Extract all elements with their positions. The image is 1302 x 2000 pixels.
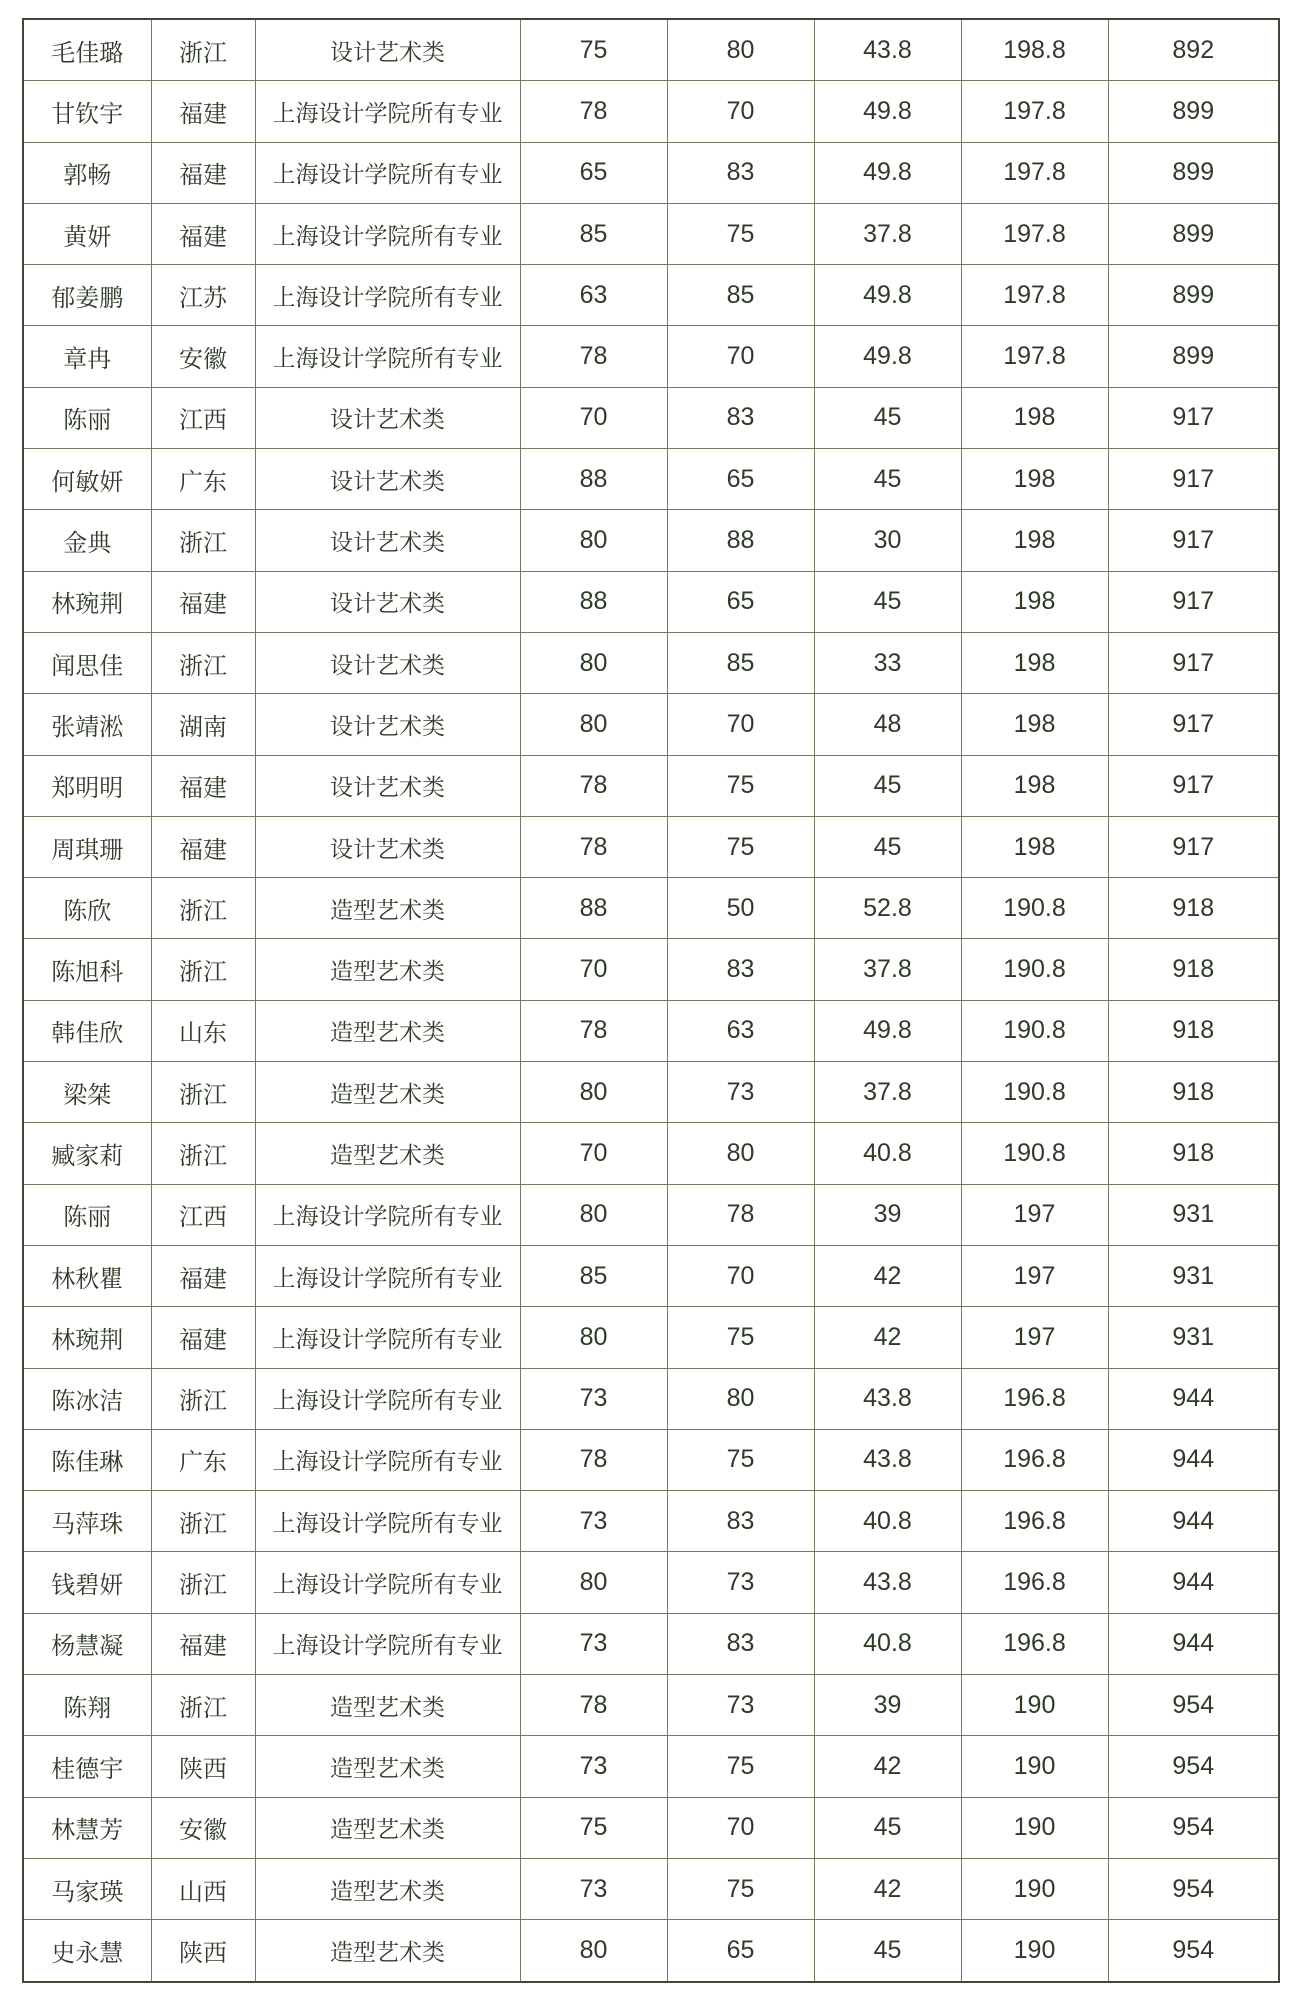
score2-cell: 88 bbox=[667, 510, 814, 571]
rank-cell: 944 bbox=[1108, 1429, 1279, 1490]
score2-cell: 85 bbox=[667, 265, 814, 326]
major-cell: 设计艺术类 bbox=[255, 755, 520, 816]
score3-cell: 30 bbox=[814, 510, 961, 571]
score1-cell: 78 bbox=[520, 1675, 667, 1736]
major-cell: 造型艺术类 bbox=[255, 1675, 520, 1736]
name-cell: 甘钦宇 bbox=[23, 81, 151, 142]
table-row bbox=[23, 939, 1279, 1000]
name-cell: 陈丽 bbox=[23, 387, 151, 448]
province-cell: 湖南 bbox=[151, 694, 255, 755]
total-cell: 198 bbox=[961, 694, 1108, 755]
score3-cell: 39 bbox=[814, 1184, 961, 1245]
province-cell: 福建 bbox=[151, 203, 255, 264]
total-cell: 197.8 bbox=[961, 81, 1108, 142]
score2-cell: 83 bbox=[667, 1613, 814, 1674]
table-row bbox=[23, 1552, 1279, 1613]
score3-cell: 40.8 bbox=[814, 1613, 961, 1674]
name-cell: 钱碧妍 bbox=[23, 1552, 151, 1613]
score1-cell: 80 bbox=[520, 1062, 667, 1123]
rank-cell: 944 bbox=[1108, 1552, 1279, 1613]
rank-cell: 917 bbox=[1108, 816, 1279, 877]
province-cell: 浙江 bbox=[151, 1062, 255, 1123]
total-cell: 197.8 bbox=[961, 326, 1108, 387]
table-row bbox=[23, 1797, 1279, 1858]
score2-cell: 83 bbox=[667, 939, 814, 1000]
province-cell: 江苏 bbox=[151, 265, 255, 326]
total-cell: 190 bbox=[961, 1858, 1108, 1919]
rank-cell: 892 bbox=[1108, 19, 1279, 81]
score1-cell: 80 bbox=[520, 694, 667, 755]
score3-cell: 42 bbox=[814, 1245, 961, 1306]
score3-cell: 45 bbox=[814, 387, 961, 448]
table-row bbox=[23, 203, 1279, 264]
name-cell: 林琬荆 bbox=[23, 571, 151, 632]
rank-cell: 918 bbox=[1108, 1000, 1279, 1061]
score1-cell: 88 bbox=[520, 878, 667, 939]
total-cell: 190 bbox=[961, 1797, 1108, 1858]
major-cell: 上海设计学院所有专业 bbox=[255, 203, 520, 264]
province-cell: 安徽 bbox=[151, 326, 255, 387]
name-cell: 张靖淞 bbox=[23, 694, 151, 755]
province-cell: 山东 bbox=[151, 1000, 255, 1061]
table-row bbox=[23, 142, 1279, 203]
province-cell: 福建 bbox=[151, 571, 255, 632]
rank-cell: 931 bbox=[1108, 1245, 1279, 1306]
score1-cell: 73 bbox=[520, 1368, 667, 1429]
rank-cell: 917 bbox=[1108, 632, 1279, 693]
total-cell: 197.8 bbox=[961, 203, 1108, 264]
score3-cell: 37.8 bbox=[814, 203, 961, 264]
rank-cell: 899 bbox=[1108, 326, 1279, 387]
major-cell: 造型艺术类 bbox=[255, 1920, 520, 1982]
table-row bbox=[23, 632, 1279, 693]
score2-cell: 75 bbox=[667, 1429, 814, 1490]
total-cell: 196.8 bbox=[961, 1613, 1108, 1674]
total-cell: 190.8 bbox=[961, 1000, 1108, 1061]
table-row bbox=[23, 1062, 1279, 1123]
rank-cell: 954 bbox=[1108, 1675, 1279, 1736]
province-cell: 浙江 bbox=[151, 939, 255, 1000]
score3-cell: 49.8 bbox=[814, 81, 961, 142]
province-cell: 浙江 bbox=[151, 19, 255, 81]
major-cell: 上海设计学院所有专业 bbox=[255, 81, 520, 142]
rank-cell: 918 bbox=[1108, 1062, 1279, 1123]
province-cell: 浙江 bbox=[151, 1491, 255, 1552]
score2-cell: 70 bbox=[667, 1797, 814, 1858]
score1-cell: 80 bbox=[520, 510, 667, 571]
table-row bbox=[23, 755, 1279, 816]
province-cell: 福建 bbox=[151, 816, 255, 877]
province-cell: 浙江 bbox=[151, 1675, 255, 1736]
total-cell: 198 bbox=[961, 816, 1108, 877]
score1-cell: 80 bbox=[520, 1552, 667, 1613]
rank-cell: 917 bbox=[1108, 387, 1279, 448]
total-cell: 198 bbox=[961, 571, 1108, 632]
name-cell: 闻思佳 bbox=[23, 632, 151, 693]
rank-cell: 954 bbox=[1108, 1920, 1279, 1982]
total-cell: 198 bbox=[961, 632, 1108, 693]
total-cell: 198.8 bbox=[961, 19, 1108, 81]
major-cell: 设计艺术类 bbox=[255, 387, 520, 448]
score3-cell: 42 bbox=[814, 1736, 961, 1797]
table-row bbox=[23, 265, 1279, 326]
score1-cell: 70 bbox=[520, 387, 667, 448]
table-row bbox=[23, 571, 1279, 632]
score2-cell: 75 bbox=[667, 1736, 814, 1797]
total-cell: 197.8 bbox=[961, 265, 1108, 326]
name-cell: 梁桀 bbox=[23, 1062, 151, 1123]
major-cell: 设计艺术类 bbox=[255, 449, 520, 510]
major-cell: 上海设计学院所有专业 bbox=[255, 1429, 520, 1490]
total-cell: 198 bbox=[961, 510, 1108, 571]
score1-cell: 78 bbox=[520, 1000, 667, 1061]
name-cell: 陈冰洁 bbox=[23, 1368, 151, 1429]
total-cell: 190 bbox=[961, 1675, 1108, 1736]
score2-cell: 73 bbox=[667, 1062, 814, 1123]
score1-cell: 73 bbox=[520, 1736, 667, 1797]
rank-cell: 917 bbox=[1108, 571, 1279, 632]
total-cell: 197 bbox=[961, 1307, 1108, 1368]
score1-cell: 80 bbox=[520, 1307, 667, 1368]
score2-cell: 83 bbox=[667, 387, 814, 448]
major-cell: 造型艺术类 bbox=[255, 1858, 520, 1919]
major-cell: 上海设计学院所有专业 bbox=[255, 1184, 520, 1245]
rank-cell: 899 bbox=[1108, 203, 1279, 264]
province-cell: 江西 bbox=[151, 1184, 255, 1245]
score3-cell: 43.8 bbox=[814, 1552, 961, 1613]
major-cell: 上海设计学院所有专业 bbox=[255, 1307, 520, 1368]
score2-cell: 65 bbox=[667, 449, 814, 510]
total-cell: 197 bbox=[961, 1184, 1108, 1245]
total-cell: 190 bbox=[961, 1920, 1108, 1982]
score3-cell: 43.8 bbox=[814, 1429, 961, 1490]
score2-cell: 80 bbox=[667, 1368, 814, 1429]
score-table bbox=[22, 18, 1280, 1983]
table-row bbox=[23, 1736, 1279, 1797]
score1-cell: 78 bbox=[520, 326, 667, 387]
major-cell: 上海设计学院所有专业 bbox=[255, 1552, 520, 1613]
name-cell: 章冉 bbox=[23, 326, 151, 387]
name-cell: 史永慧 bbox=[23, 1920, 151, 1982]
score1-cell: 88 bbox=[520, 449, 667, 510]
major-cell: 上海设计学院所有专业 bbox=[255, 1491, 520, 1552]
table-row bbox=[23, 1307, 1279, 1368]
table-row bbox=[23, 1613, 1279, 1674]
name-cell: 郑明明 bbox=[23, 755, 151, 816]
name-cell: 黄妍 bbox=[23, 203, 151, 264]
score2-cell: 63 bbox=[667, 1000, 814, 1061]
name-cell: 陈旭科 bbox=[23, 939, 151, 1000]
province-cell: 江西 bbox=[151, 387, 255, 448]
score1-cell: 78 bbox=[520, 1429, 667, 1490]
name-cell: 何敏妍 bbox=[23, 449, 151, 510]
score3-cell: 45 bbox=[814, 1920, 961, 1982]
name-cell: 马萍珠 bbox=[23, 1491, 151, 1552]
score3-cell: 39 bbox=[814, 1675, 961, 1736]
province-cell: 福建 bbox=[151, 1307, 255, 1368]
score1-cell: 85 bbox=[520, 1245, 667, 1306]
table-row bbox=[23, 1491, 1279, 1552]
score2-cell: 50 bbox=[667, 878, 814, 939]
table-row bbox=[23, 1675, 1279, 1736]
score3-cell: 49.8 bbox=[814, 142, 961, 203]
major-cell: 设计艺术类 bbox=[255, 694, 520, 755]
total-cell: 190 bbox=[961, 1736, 1108, 1797]
name-cell: 郭畅 bbox=[23, 142, 151, 203]
table-row bbox=[23, 387, 1279, 448]
score2-cell: 70 bbox=[667, 326, 814, 387]
table-body bbox=[23, 19, 1279, 1982]
major-cell: 设计艺术类 bbox=[255, 632, 520, 693]
score1-cell: 88 bbox=[520, 571, 667, 632]
table-row bbox=[23, 449, 1279, 510]
score2-cell: 75 bbox=[667, 1858, 814, 1919]
score2-cell: 75 bbox=[667, 1307, 814, 1368]
score1-cell: 73 bbox=[520, 1858, 667, 1919]
name-cell: 毛佳璐 bbox=[23, 19, 151, 81]
table-row bbox=[23, 694, 1279, 755]
total-cell: 190.8 bbox=[961, 1062, 1108, 1123]
score3-cell: 43.8 bbox=[814, 1368, 961, 1429]
rank-cell: 917 bbox=[1108, 510, 1279, 571]
name-cell: 马家瑛 bbox=[23, 1858, 151, 1919]
score3-cell: 45 bbox=[814, 449, 961, 510]
province-cell: 浙江 bbox=[151, 878, 255, 939]
score3-cell: 37.8 bbox=[814, 939, 961, 1000]
province-cell: 福建 bbox=[151, 1245, 255, 1306]
total-cell: 196.8 bbox=[961, 1552, 1108, 1613]
score2-cell: 80 bbox=[667, 19, 814, 81]
major-cell: 造型艺术类 bbox=[255, 1736, 520, 1797]
table-row bbox=[23, 878, 1279, 939]
score1-cell: 73 bbox=[520, 1491, 667, 1552]
score2-cell: 75 bbox=[667, 755, 814, 816]
province-cell: 浙江 bbox=[151, 1368, 255, 1429]
province-cell: 福建 bbox=[151, 81, 255, 142]
name-cell: 郁姜鹏 bbox=[23, 265, 151, 326]
name-cell: 周琪珊 bbox=[23, 816, 151, 877]
score3-cell: 42 bbox=[814, 1858, 961, 1919]
rank-cell: 918 bbox=[1108, 878, 1279, 939]
major-cell: 上海设计学院所有专业 bbox=[255, 1368, 520, 1429]
total-cell: 190.8 bbox=[961, 1123, 1108, 1184]
major-cell: 上海设计学院所有专业 bbox=[255, 1613, 520, 1674]
score3-cell: 45 bbox=[814, 755, 961, 816]
total-cell: 197.8 bbox=[961, 142, 1108, 203]
major-cell: 设计艺术类 bbox=[255, 816, 520, 877]
major-cell: 设计艺术类 bbox=[255, 571, 520, 632]
major-cell: 上海设计学院所有专业 bbox=[255, 265, 520, 326]
province-cell: 福建 bbox=[151, 1613, 255, 1674]
score3-cell: 37.8 bbox=[814, 1062, 961, 1123]
score1-cell: 75 bbox=[520, 1797, 667, 1858]
name-cell: 陈丽 bbox=[23, 1184, 151, 1245]
province-cell: 福建 bbox=[151, 142, 255, 203]
score2-cell: 73 bbox=[667, 1552, 814, 1613]
major-cell: 造型艺术类 bbox=[255, 1062, 520, 1123]
score1-cell: 80 bbox=[520, 1920, 667, 1982]
province-cell: 广东 bbox=[151, 449, 255, 510]
rank-cell: 944 bbox=[1108, 1613, 1279, 1674]
name-cell: 陈翔 bbox=[23, 1675, 151, 1736]
score3-cell: 49.8 bbox=[814, 326, 961, 387]
score1-cell: 70 bbox=[520, 939, 667, 1000]
rank-cell: 899 bbox=[1108, 265, 1279, 326]
major-cell: 上海设计学院所有专业 bbox=[255, 142, 520, 203]
table-row bbox=[23, 1184, 1279, 1245]
province-cell: 陕西 bbox=[151, 1920, 255, 1982]
total-cell: 198 bbox=[961, 387, 1108, 448]
score2-cell: 75 bbox=[667, 203, 814, 264]
score2-cell: 80 bbox=[667, 1123, 814, 1184]
rank-cell: 954 bbox=[1108, 1858, 1279, 1919]
rank-cell: 918 bbox=[1108, 939, 1279, 1000]
total-cell: 196.8 bbox=[961, 1491, 1108, 1552]
table-row bbox=[23, 1123, 1279, 1184]
score2-cell: 83 bbox=[667, 1491, 814, 1552]
table-row bbox=[23, 81, 1279, 142]
rank-cell: 944 bbox=[1108, 1368, 1279, 1429]
score3-cell: 48 bbox=[814, 694, 961, 755]
score2-cell: 78 bbox=[667, 1184, 814, 1245]
rank-cell: 899 bbox=[1108, 142, 1279, 203]
name-cell: 桂德宇 bbox=[23, 1736, 151, 1797]
province-cell: 浙江 bbox=[151, 632, 255, 693]
total-cell: 198 bbox=[961, 449, 1108, 510]
rank-cell: 954 bbox=[1108, 1797, 1279, 1858]
score3-cell: 43.8 bbox=[814, 19, 961, 81]
score3-cell: 40.8 bbox=[814, 1123, 961, 1184]
table-row bbox=[23, 510, 1279, 571]
score3-cell: 49.8 bbox=[814, 265, 961, 326]
score3-cell: 45 bbox=[814, 816, 961, 877]
score1-cell: 80 bbox=[520, 632, 667, 693]
total-cell: 198 bbox=[961, 755, 1108, 816]
province-cell: 浙江 bbox=[151, 1552, 255, 1613]
table-row bbox=[23, 1245, 1279, 1306]
score1-cell: 73 bbox=[520, 1613, 667, 1674]
table-row bbox=[23, 1858, 1279, 1919]
major-cell: 造型艺术类 bbox=[255, 939, 520, 1000]
province-cell: 福建 bbox=[151, 755, 255, 816]
total-cell: 196.8 bbox=[961, 1429, 1108, 1490]
rank-cell: 944 bbox=[1108, 1491, 1279, 1552]
province-cell: 广东 bbox=[151, 1429, 255, 1490]
major-cell: 设计艺术类 bbox=[255, 19, 520, 81]
score1-cell: 78 bbox=[520, 81, 667, 142]
score2-cell: 70 bbox=[667, 1245, 814, 1306]
major-cell: 设计艺术类 bbox=[255, 510, 520, 571]
table-row bbox=[23, 816, 1279, 877]
total-cell: 196.8 bbox=[961, 1368, 1108, 1429]
province-cell: 陕西 bbox=[151, 1736, 255, 1797]
score1-cell: 75 bbox=[520, 19, 667, 81]
score2-cell: 83 bbox=[667, 142, 814, 203]
major-cell: 造型艺术类 bbox=[255, 878, 520, 939]
score2-cell: 85 bbox=[667, 632, 814, 693]
rank-cell: 917 bbox=[1108, 755, 1279, 816]
major-cell: 造型艺术类 bbox=[255, 1123, 520, 1184]
score3-cell: 52.8 bbox=[814, 878, 961, 939]
major-cell: 上海设计学院所有专业 bbox=[255, 326, 520, 387]
name-cell: 林慧芳 bbox=[23, 1797, 151, 1858]
score1-cell: 85 bbox=[520, 203, 667, 264]
score1-cell: 70 bbox=[520, 1123, 667, 1184]
province-cell: 安徽 bbox=[151, 1797, 255, 1858]
table-row bbox=[23, 1368, 1279, 1429]
name-cell: 陈欣 bbox=[23, 878, 151, 939]
score1-cell: 63 bbox=[520, 265, 667, 326]
total-cell: 197 bbox=[961, 1245, 1108, 1306]
rank-cell: 917 bbox=[1108, 694, 1279, 755]
name-cell: 林琬荆 bbox=[23, 1307, 151, 1368]
name-cell: 臧家莉 bbox=[23, 1123, 151, 1184]
rank-cell: 917 bbox=[1108, 449, 1279, 510]
score3-cell: 40.8 bbox=[814, 1491, 961, 1552]
score1-cell: 65 bbox=[520, 142, 667, 203]
score2-cell: 75 bbox=[667, 816, 814, 877]
score2-cell: 65 bbox=[667, 571, 814, 632]
table-row bbox=[23, 1920, 1279, 1982]
name-cell: 韩佳欣 bbox=[23, 1000, 151, 1061]
total-cell: 190.8 bbox=[961, 939, 1108, 1000]
name-cell: 金典 bbox=[23, 510, 151, 571]
score3-cell: 45 bbox=[814, 1797, 961, 1858]
rank-cell: 899 bbox=[1108, 81, 1279, 142]
province-cell: 浙江 bbox=[151, 1123, 255, 1184]
name-cell: 陈佳琳 bbox=[23, 1429, 151, 1490]
table-row bbox=[23, 1429, 1279, 1490]
score3-cell: 45 bbox=[814, 571, 961, 632]
name-cell: 林秋瞿 bbox=[23, 1245, 151, 1306]
score2-cell: 70 bbox=[667, 694, 814, 755]
score3-cell: 49.8 bbox=[814, 1000, 961, 1061]
rank-cell: 931 bbox=[1108, 1184, 1279, 1245]
major-cell: 上海设计学院所有专业 bbox=[255, 1245, 520, 1306]
table-row bbox=[23, 326, 1279, 387]
province-cell: 浙江 bbox=[151, 510, 255, 571]
major-cell: 造型艺术类 bbox=[255, 1000, 520, 1061]
province-cell: 山西 bbox=[151, 1858, 255, 1919]
score1-cell: 78 bbox=[520, 755, 667, 816]
rank-cell: 918 bbox=[1108, 1123, 1279, 1184]
score2-cell: 65 bbox=[667, 1920, 814, 1982]
score2-cell: 73 bbox=[667, 1675, 814, 1736]
table-row bbox=[23, 1000, 1279, 1061]
total-cell: 190.8 bbox=[961, 878, 1108, 939]
score1-cell: 78 bbox=[520, 816, 667, 877]
table-row bbox=[23, 19, 1279, 81]
score1-cell: 80 bbox=[520, 1184, 667, 1245]
name-cell: 杨慧凝 bbox=[23, 1613, 151, 1674]
rank-cell: 954 bbox=[1108, 1736, 1279, 1797]
score3-cell: 42 bbox=[814, 1307, 961, 1368]
score3-cell: 33 bbox=[814, 632, 961, 693]
major-cell: 造型艺术类 bbox=[255, 1797, 520, 1858]
score2-cell: 70 bbox=[667, 81, 814, 142]
rank-cell: 931 bbox=[1108, 1307, 1279, 1368]
